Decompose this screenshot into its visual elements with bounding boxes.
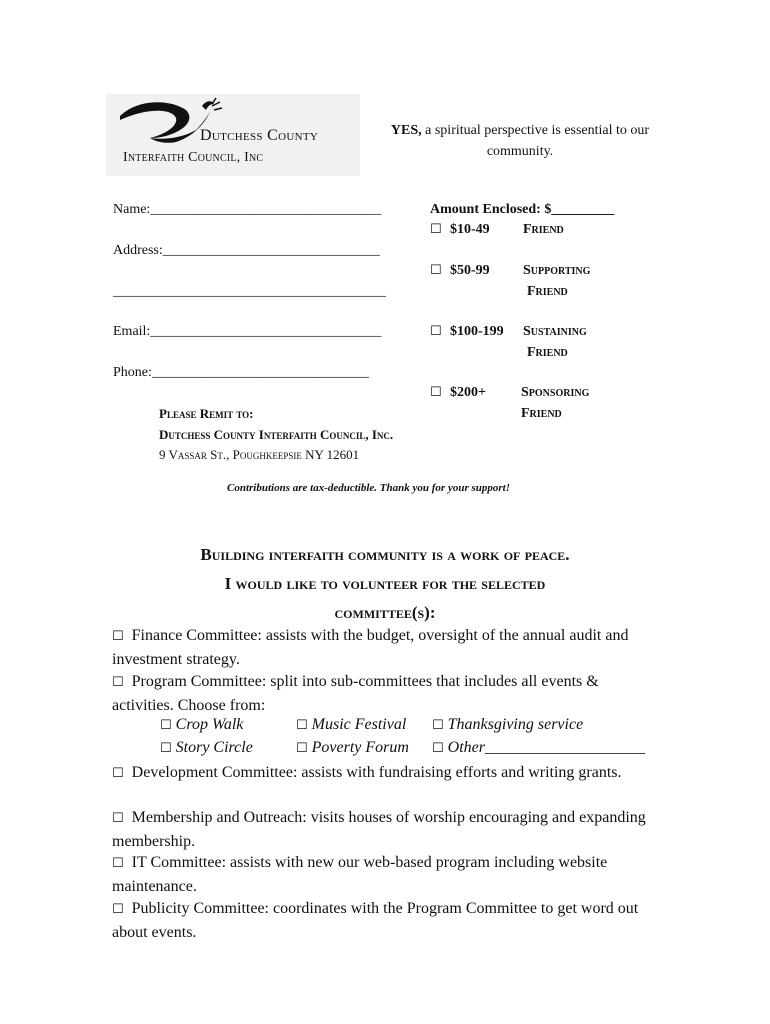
tier-4-label-2: Friend bbox=[521, 406, 562, 421]
membership-text: Membership and Outreach: visits houses of worship encouraging and expanding membership. bbox=[112, 809, 646, 850]
tier-1-label: Friend bbox=[523, 222, 564, 237]
finance-committee-item[interactable] bbox=[112, 624, 662, 671]
tagline-text: a spiritual perspective is essential to our community. bbox=[425, 123, 650, 159]
option-thanksgiving[interactable] bbox=[432, 716, 583, 734]
development-checkbox[interactable]: ☐ bbox=[112, 766, 124, 781]
it-committee-item[interactable] bbox=[112, 851, 662, 898]
volunteer-heading-2: I would like to volunteer for the selected bbox=[224, 574, 546, 593]
poverty-forum-checkbox[interactable]: ☐ bbox=[296, 741, 308, 756]
tier-3-label-2: Friend bbox=[527, 345, 568, 360]
tier-3-checkbox[interactable]: ☐ bbox=[430, 324, 442, 339]
publicity-committee-item[interactable] bbox=[112, 897, 662, 944]
tier-3-range: $100-199 bbox=[450, 324, 504, 339]
tier-2-range: $50-99 bbox=[450, 263, 490, 278]
address-field[interactable]: Address:_______________________________ bbox=[113, 243, 380, 258]
finance-checkbox[interactable]: ☐ bbox=[112, 629, 124, 644]
logo-line-1: Dutchess County bbox=[200, 127, 319, 144]
option-other[interactable] bbox=[432, 739, 645, 757]
phone-field[interactable]: Phone:_______________________________ bbox=[113, 365, 369, 380]
membership-committee-item[interactable] bbox=[112, 806, 662, 853]
amount-enclosed-field[interactable]: Amount Enclosed: $_________ bbox=[430, 202, 615, 217]
program-committee-item[interactable] bbox=[112, 670, 662, 717]
tier-1-range: $10-49 bbox=[450, 222, 490, 237]
crop-walk-checkbox[interactable]: ☐ bbox=[160, 718, 172, 733]
tier-2-checkbox[interactable]: ☐ bbox=[430, 263, 442, 278]
remit-heading: Please Remit to: bbox=[159, 406, 254, 421]
remit-org: Dutchess County Interfaith Council, Inc. bbox=[159, 427, 394, 442]
option-poverty-forum[interactable] bbox=[296, 739, 409, 757]
address-line-2-field[interactable]: _______________________________________ bbox=[113, 284, 386, 299]
other-label: Other____________________ bbox=[447, 739, 645, 756]
story-circle-checkbox[interactable]: ☐ bbox=[160, 741, 172, 756]
email-field[interactable]: Email:_________________________________ bbox=[113, 324, 382, 339]
membership-checkbox[interactable]: ☐ bbox=[112, 811, 124, 826]
tagline bbox=[382, 120, 658, 162]
option-crop-walk[interactable] bbox=[160, 716, 243, 734]
tier-2-label-2: Friend bbox=[527, 284, 568, 299]
thanksgiving-checkbox[interactable]: ☐ bbox=[432, 718, 444, 733]
council-logo bbox=[106, 94, 360, 176]
tier-1-checkbox[interactable]: ☐ bbox=[430, 222, 442, 237]
tier-4-label: Sponsoring bbox=[521, 385, 590, 400]
thanksgiving-label: Thanksgiving service bbox=[447, 716, 584, 733]
it-text: IT Committee: assists with new our web-based program including website maintenance. bbox=[112, 854, 608, 895]
volunteer-heading-1: Building interfaith community is a work of peace. bbox=[200, 545, 570, 564]
name-field[interactable]: Name:_________________________________ bbox=[113, 202, 382, 217]
remit-address: 9 Vassar St., Poughkeepsie NY 12601 bbox=[159, 447, 360, 462]
program-text: Program Committee: split into sub-committees that includes all events & activities. Choose from: bbox=[112, 673, 599, 714]
other-checkbox[interactable]: ☐ bbox=[432, 741, 444, 756]
publicity-checkbox[interactable]: ☐ bbox=[112, 902, 124, 917]
finance-text: Finance Committee: assists with the budget, oversight of the annual audit and investment strategy. bbox=[112, 627, 629, 668]
volunteer-heading-3: committee(s): bbox=[334, 603, 436, 622]
development-text: Development Committee: assists with fundraising efforts and writing grants. bbox=[131, 764, 622, 781]
music-festival-label: Music Festival bbox=[311, 716, 407, 733]
tier-2-label: Supporting bbox=[523, 263, 591, 278]
tax-note: Contributions are tax-deductible. Thank you for your support! bbox=[227, 482, 510, 494]
tier-4-checkbox[interactable]: ☐ bbox=[430, 385, 442, 400]
it-checkbox[interactable]: ☐ bbox=[112, 856, 124, 871]
option-story-circle[interactable] bbox=[160, 739, 253, 757]
publicity-text: Publicity Committee: coordinates with the Program Committee to get word out about events. bbox=[112, 900, 639, 941]
tier-3-label: Sustaining bbox=[523, 324, 587, 339]
tagline-yes: YES, bbox=[390, 123, 422, 138]
tier-4-range: $200+ bbox=[450, 385, 486, 400]
option-music-festival[interactable] bbox=[296, 716, 406, 734]
logo-line-2: Interfaith Council, Inc bbox=[123, 150, 264, 165]
music-festival-checkbox[interactable]: ☐ bbox=[296, 718, 308, 733]
poverty-forum-label: Poverty Forum bbox=[311, 739, 409, 756]
story-circle-label: Story Circle bbox=[175, 739, 253, 756]
crop-walk-label: Crop Walk bbox=[175, 716, 244, 733]
program-checkbox[interactable]: ☐ bbox=[112, 675, 124, 690]
development-committee-item[interactable] bbox=[112, 761, 662, 785]
